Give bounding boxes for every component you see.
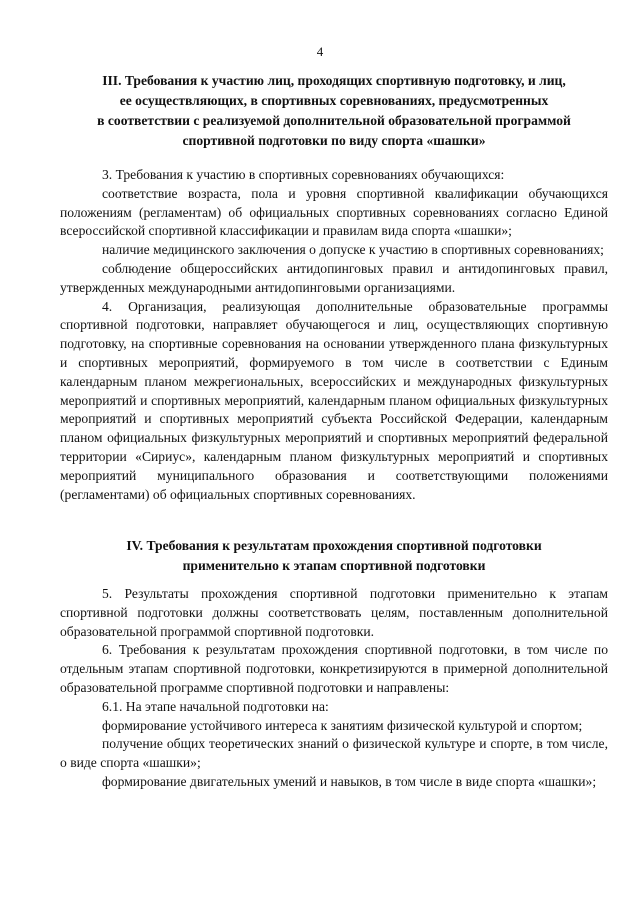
- section-4-heading-line: IV. Требования к результатам прохождения спортивной подготовки: [126, 538, 542, 553]
- paragraph-4: 4. Организация, реализующая дополнительные образовательные программы спортивной подготовки, направляет обучающегося и лиц, осуществляющих спортивную подготовку, на спортивные соревнования на основании утвержденного плана физкультурных и спортивных мероприятий, формируемого в том числе в соответствии с Единым календарным планом межрегиональных, всероссийских и международных физкультурных мероприятий и спортивных мероприятий, календарным планом официальных физкультурных мероприятий и спортивных мероприятий субъекта Российской Федерации, календарным планом официальных физкультурных мероприятий и спортивных мероприятий федеральной территории «Сириус», календарным планом физкультурных мероприятий и спортивных мероприятий муниципального образования и соответствующими положениями (регламентами) об официальных спортивных соревнованиях.: [60, 298, 608, 502]
- paragraph-5: 5. Результаты прохождения спортивной подготовки применительно к этапам спортивной подготовки должны соответствовать целям, поставленным дополнительной образовательной программой спортивной подготовки.: [60, 586, 608, 639]
- paragraph-6: 6. Требования к результатам прохождения спортивной подготовки, в том числе по отдельным этапам спортивной подготовки, конкретизируются в примерной дополнительной образовательной программе спортивной подготовки и направлены:: [60, 642, 608, 695]
- page-number: 4: [316, 44, 324, 59]
- paragraph-6-1-item-knowledge: получение общих теоретических знаний о физической культуре и спорте, в том числе, о виде спорта «шашки»;: [60, 736, 608, 771]
- section-3-heading: [60, 71, 608, 151]
- section-3-heading-line: в соответствии с реализуемой дополнительной образовательной программой: [97, 113, 571, 128]
- paragraph-3: 3. Требования к участию в спортивных соревнованиях обучающихся:: [102, 167, 505, 182]
- section-4-body: [60, 585, 608, 792]
- paragraph-3-item-age: соответствие возраста, пола и уровня спортивной квалификации обучающихся положениям (регламентам) об официальных спортивных соревнованиях согласно Единой всероссийской спортивной классификации и правилам вида спорта «шашки»;: [60, 185, 608, 239]
- section-4-heading-line: применительно к этапам спортивной подготовки: [182, 558, 486, 573]
- paragraph-6-1-item-interest: формирование устойчивого интереса к занятиям физической культурой и спортом;: [102, 717, 583, 733]
- section-3-heading-line: спортивной подготовки по виду спорта «шашки»: [182, 133, 486, 148]
- section-3-body: [60, 166, 608, 504]
- paragraph-3-item-antidoping: соблюдение общероссийских антидопинговых правил и антидопинговых правил, утвержденных международными антидопинговыми организациями.: [60, 260, 608, 295]
- paragraph-6-1-item-skills: формирование двигательных умений и навыков, в том числе в виде спорта «шашки»;: [102, 773, 597, 789]
- paragraph-3-item-medical: наличие медицинского заключения о допуске к участию в спортивных соревнованиях;: [102, 242, 604, 258]
- section-4-heading: [60, 536, 608, 576]
- paragraph-6-1: 6.1. На этапе начальной подготовки на:: [102, 698, 329, 714]
- section-3-heading-line: ее осуществляющих, в спортивных соревнованиях, предусмотренных: [119, 93, 549, 108]
- section-3-heading-line: III. Требования к участию лиц, проходящих спортивную подготовку, и лиц,: [102, 73, 566, 88]
